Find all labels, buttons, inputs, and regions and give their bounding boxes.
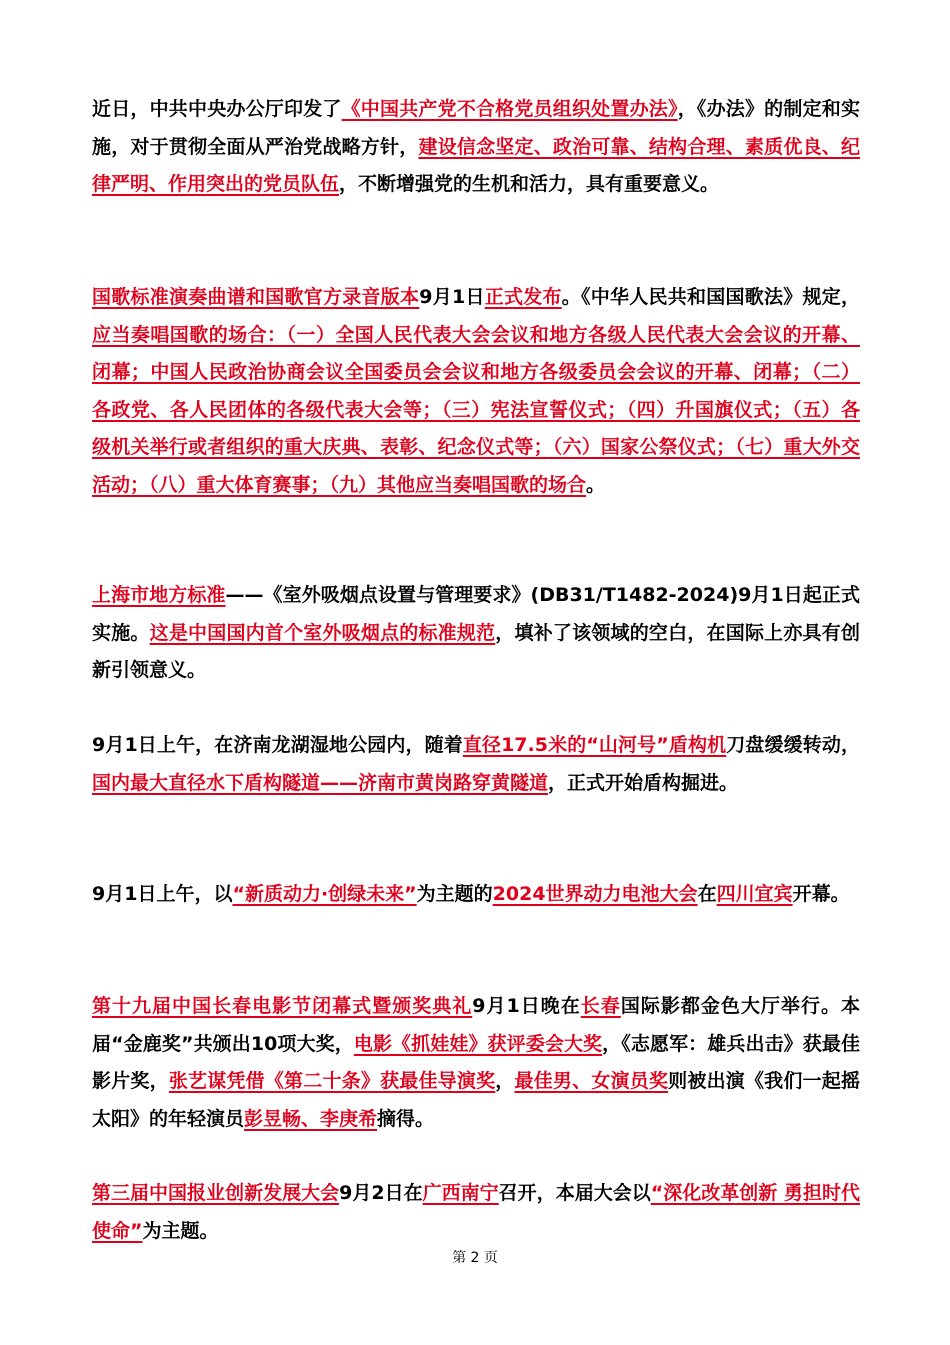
highlighted-text: 直径17.5米的“山河号”盾构机 — [462, 734, 727, 756]
body-text: 9月1日上午，以 — [92, 883, 233, 905]
paragraph-battery-conference — [92, 876, 860, 914]
body-text: 9月1日晚在 — [472, 995, 581, 1017]
body-text: 国际影都金色大厅举行。本届“金鹿奖”共颁出10项大奖， — [92, 995, 860, 1055]
highlighted-text: 长春 — [580, 995, 621, 1017]
highlighted-text: 第十九届中国长春电影节闭幕式暨颁奖典礼 — [92, 995, 473, 1017]
body-text: ——《室外吸烟点设置与管理要求》(DB31/T1482-2024)9月1日起正式实施。 — [92, 584, 860, 644]
paragraph-jinan-tunnel — [92, 727, 860, 802]
highlighted-text: 《中国共产党不合格党员组织处置办法》 — [341, 98, 678, 120]
body-text: 召开，本届大会以 — [498, 1182, 651, 1204]
body-text: 。 — [586, 473, 606, 496]
body-text: ，《志愿军：雄兵出击》获最佳影片奖， — [92, 1032, 860, 1092]
highlighted-text: 正式发布 — [484, 286, 562, 308]
highlighted-text: 四川宜宾 — [716, 883, 793, 905]
body-text: ，不断增强党的生机和活力，具有重要意义。 — [339, 173, 720, 195]
highlighted-text: 这是中国国内首个室外吸烟点的标准规范 — [149, 621, 496, 644]
highlighted-text: 应当奏唱国歌的场合：（一）全国人民代表大会会议和地方各级人民代表大会会议的开幕、闭幕；中国人民政治协商会议全国委员会会议和地方各级委员会会议的开幕、闭幕；（二）各政党、各人民团体的各级代表大会等；（三）宪法宣誓仪式；（四）升国旗仪式；（五）各级机关举行或者组织的重大庆典、表彰、纪念仪式等；（六）国家公祭仪式；（七）重大外交活动；（八）重大体育赛事；（九）其他应当奏唱国歌的场合 — [92, 323, 860, 496]
highlighted-text: “深化改革创新 勇担时代使命” — [92, 1182, 860, 1242]
highlighted-text: 2024世界动力电池大会 — [492, 883, 698, 905]
highlighted-text: 彭昱畅、李庚希 — [244, 1107, 378, 1130]
highlighted-text: 第三届中国报业创新发展大会 — [92, 1182, 340, 1204]
highlighted-text: 建设信念坚定、政治可靠、结构合理、素质优良、纪律严明、作用突出的党员队伍 — [92, 135, 860, 195]
body-text: 在 — [697, 883, 717, 905]
body-text: 开幕。 — [792, 883, 850, 905]
body-text: 刀盘缓缓转动， — [726, 734, 860, 756]
body-text: 摘得。 — [377, 1107, 435, 1130]
highlighted-text: 国内最大直径水下盾构隧道——济南市黄岗路穿黄隧道 — [92, 771, 549, 794]
highlighted-text: 张艺谋凭借《第二十条》获最佳导演奖 — [168, 1070, 496, 1092]
page-number: 第 2 页 — [452, 1250, 498, 1266]
highlighted-text: “新质动力·创绿未来” — [232, 883, 417, 905]
body-text: ，《办法》的制定和实施，对于贯彻全面从严治党战略方针， — [92, 98, 860, 158]
highlighted-text: 广西南宁 — [422, 1182, 499, 1204]
highlighted-text: 上海市地方标准 — [92, 584, 226, 606]
body-text: ，正式开始盾构掘进。 — [548, 771, 739, 794]
body-text: ，填补了该领域的空白，在国际上亦具有创新引领意义。 — [92, 621, 860, 681]
paragraph-party-member-measures — [92, 91, 860, 204]
body-text: 9月2日在 — [339, 1182, 423, 1204]
highlighted-text: 最佳男、女演员奖 — [514, 1070, 669, 1092]
body-text: 为主题的 — [416, 883, 493, 905]
paragraph-national-anthem — [92, 279, 860, 504]
body-text: 9月1日上午，在济南龙湖湿地公园内，随着 — [92, 734, 463, 756]
paragraph-shanghai-smoking-standard — [92, 577, 860, 690]
highlighted-text: 国歌标准演奏曲谱和国歌官方录音版本 — [92, 286, 420, 308]
paragraph-newspaper-conference — [92, 1175, 860, 1250]
body-text: 。《中华人民共和国国歌法》规定， — [561, 286, 860, 308]
highlighted-text: 电影《抓娃娃》获评委会大奖 — [353, 1032, 603, 1055]
body-text: 9月1日 — [419, 286, 485, 308]
body-text: 近日，中共中央办公厅印发了 — [92, 98, 342, 120]
body-text: 则被出演《我们一起摇太阳》的年轻演员 — [92, 1070, 860, 1130]
body-text: 为主题。 — [142, 1219, 219, 1242]
paragraph-changchun-film-festival — [92, 988, 860, 1138]
body-text: ， — [495, 1070, 515, 1092]
